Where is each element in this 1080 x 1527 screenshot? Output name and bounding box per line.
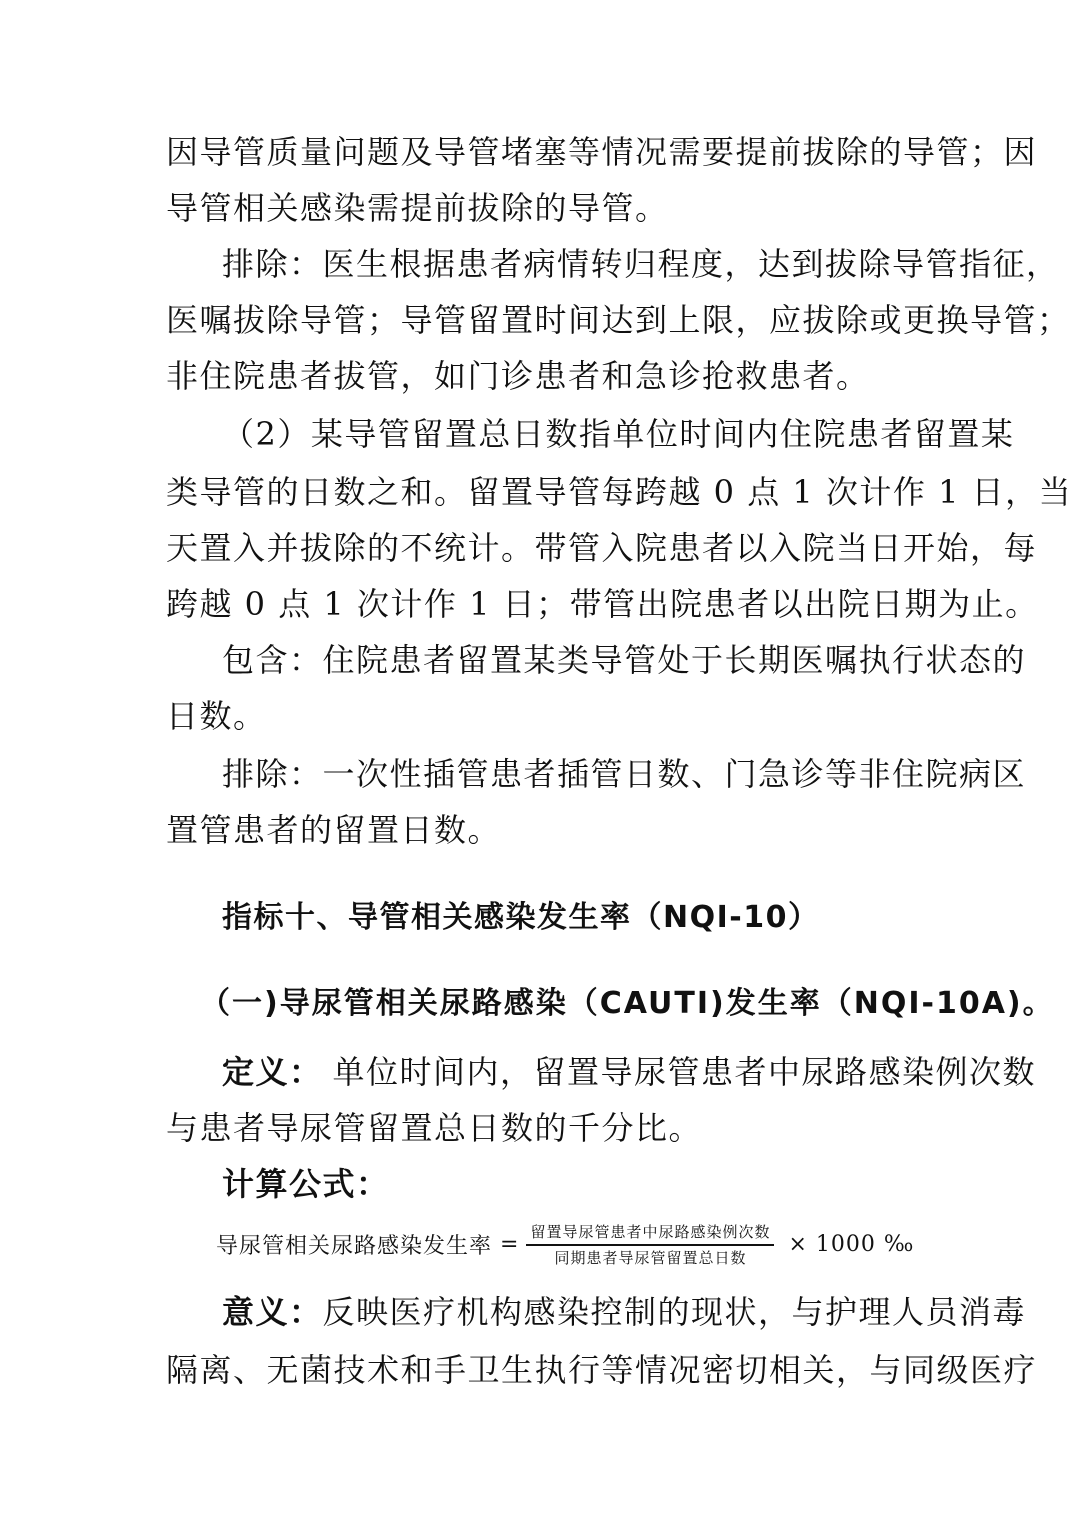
- fraction-bar: [526, 1244, 774, 1246]
- formula-multiplier: × 1000 ‰: [788, 1232, 915, 1258]
- body-text-line: 包含：住院患者留置某类导管处于长期医嘱执行状态的: [222, 641, 1027, 679]
- body-text-line: 非住院患者拔管，如门诊患者和急诊抢救患者。: [166, 357, 870, 395]
- formula-lhs: 导尿管相关尿路感染发生率: [216, 1234, 493, 1260]
- sub-heading: （一)导尿管相关尿路感染（CAUTI)发生率（NQI-10A)。: [200, 986, 1055, 1021]
- significance-text-line: 隔离、无菌技术和手卫生执行等情况密切相关，与同级医疗: [166, 1351, 1038, 1389]
- formula-numerator: 留置导尿管患者中尿路感染例次数: [530, 1223, 771, 1241]
- definition-text-line: 与患者导尿管留置总日数的千分比。: [166, 1109, 703, 1147]
- body-text-line: 置管患者的留置日数。: [166, 811, 502, 849]
- body-text-line: 医嘱拔除导管；导管留置时间达到上限，应拔除或更换导管；: [166, 301, 1071, 339]
- body-text-line: 日数。: [166, 697, 267, 735]
- formula-fraction: [526, 1222, 774, 1268]
- body-text-line: （2）某导管留置总日数指单位时间内住院患者留置某: [222, 415, 1015, 453]
- body-text-line: 类导管的日数之和。留置导管每跨越 0 点 1 次计作 1 日，当: [166, 473, 1073, 511]
- formula-equals: =: [500, 1232, 519, 1258]
- formula-denominator: 同期患者导尿管留置总日数: [554, 1248, 747, 1267]
- rate-formula: [216, 1222, 914, 1268]
- body-text-line: 跨越 0 点 1 次计作 1 日；带管出院患者以出院日期为止。: [166, 585, 1039, 623]
- definition-line: [222, 1052, 1036, 1092]
- body-text-line: 天置入并拔除的不统计。带管入院患者以入院当日开始，每: [166, 529, 1038, 567]
- definition-text: 单位时间内，留置导尿管患者中尿路感染例次数: [332, 1053, 1037, 1091]
- body-text-line: 因导管质量问题及导管堵塞等情况需要提前拔除的导管；因: [166, 133, 1038, 171]
- body-text-line: 导管相关感染需提前拔除的导管。: [166, 189, 669, 227]
- definition-label: 定义：: [222, 1053, 323, 1091]
- body-text-line: 排除：一次性插管患者插管日数、门急诊等非住院病区: [222, 755, 1027, 793]
- indicator-heading: 指标十、导管相关感染发生率（NQI-10）: [222, 900, 820, 935]
- significance-line: [222, 1292, 1026, 1332]
- formula-label: 计算公式：: [222, 1165, 390, 1203]
- body-text-line: 排除：医生根据患者病情转归程度，达到拔除导管指征，: [222, 245, 1060, 283]
- significance-label: 意义：: [222, 1293, 323, 1331]
- significance-text: 反映医疗机构感染控制的现状，与护理人员消毒: [322, 1293, 1027, 1331]
